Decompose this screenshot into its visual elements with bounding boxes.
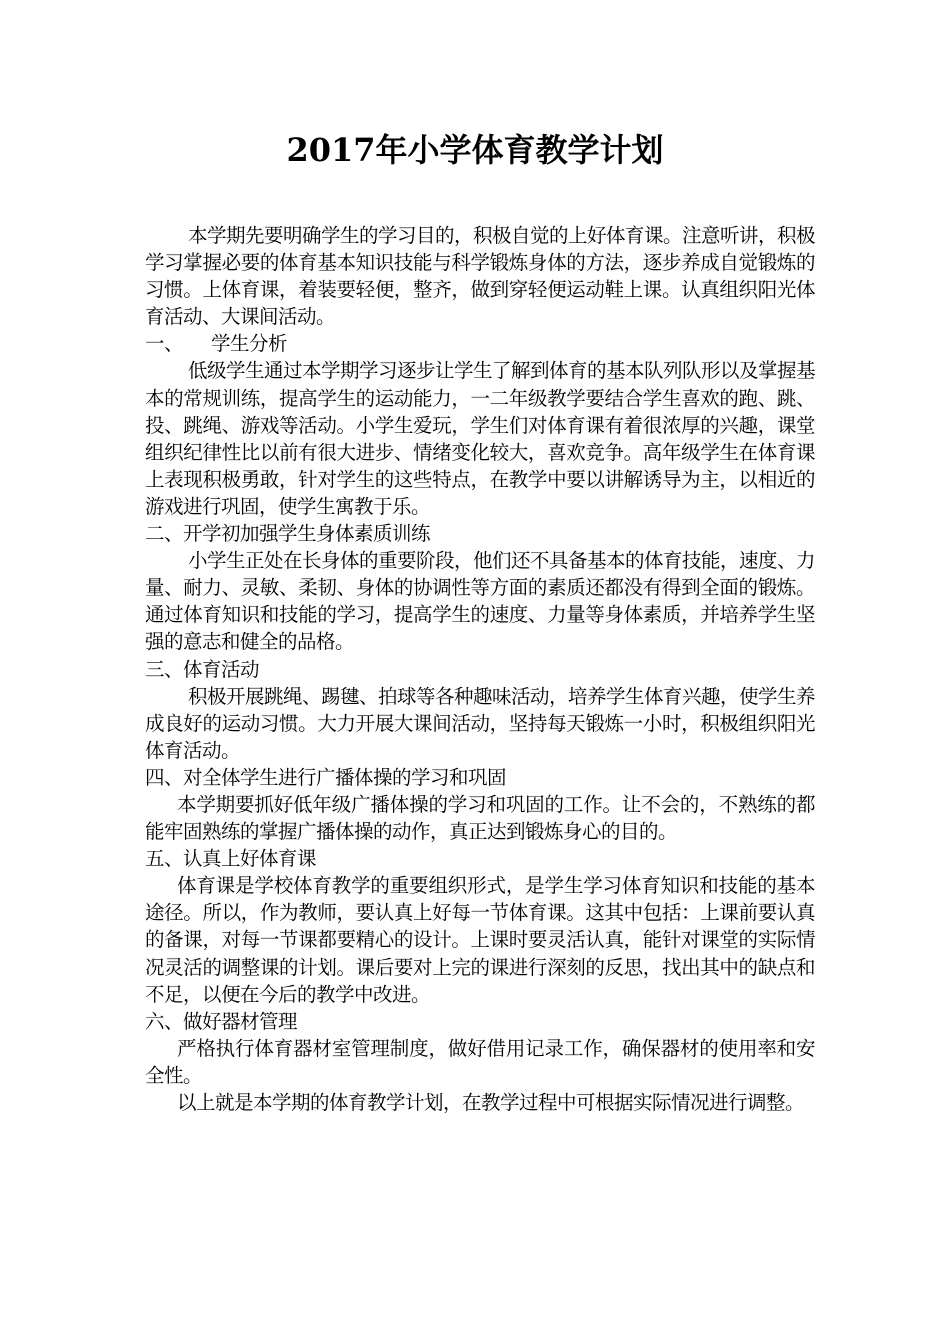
document-body [145, 222, 815, 1116]
section-title-5: 认真上好体育课 [183, 847, 317, 871]
section-title-2: 开学初加强学生身体素质训练 [183, 522, 431, 546]
section-number-4: 四、 [145, 765, 184, 789]
document-title: 2017年小学体育教学计划 [286, 131, 664, 169]
section-heading-2 [145, 520, 815, 547]
section-body-5: 体育课是学校体育教学的重要组织形式，是学生学习体育知识和技能的基本途径。所以，作为教师，要认真上好每一节体育课。这其中包括：上课前要认真的备课，对每一节课都要精心的设计。上课时要灵活认真，能针对课堂的实际情况灵活的调整课的计划。课后要对上完的课进行深刻的反思，找出其中的缺点和不足，以便在今后的教学中改进。 [145, 874, 815, 1006]
closing-paragraph: 以上就是本学期的体育教学计划，在教学过程中可根据实际情况进行调整。 [177, 1091, 805, 1114]
section-heading-6 [145, 1008, 815, 1035]
section-number-1: 一、 [145, 332, 184, 356]
section-body-3: 积极开展跳绳、踢毽、拍球等各种趣味活动，培养学生体育兴趣，使学生养成良好的运动习惯。大力开展大课间活动，坚持每天锻炼一小时，积极组织阳光体育活动。 [145, 684, 816, 762]
section-number-3: 三、 [145, 657, 184, 681]
section-number-5: 五、 [145, 847, 184, 871]
section-body-4: 本学期要抓好低年级广播体操的学习和巩固的工作。让不会的，不熟练的都能牢固熟练的掌握广播体操的动作，真正达到锻炼身心的目的。 [145, 792, 815, 844]
section-body-1: 低级学生通过本学期学习逐步让学生了解到体育的基本队列队形以及掌握基本的常规训练，提高学生的运动能力，一二年级教学要结合学生喜欢的跑、跳、投、跳绳、游戏等活动。小学生爱玩，学生们对体育课有着很浓厚的兴趣，课堂组织纪律性比以前有很大进步、情绪变化较大，喜欢竞争。高年级学生在体育课上表现积极勇敢，针对学生的这些特点，在教学中要以讲解诱导为主，以相近的游戏进行巩固，使学生寓教于乐。 [145, 359, 816, 518]
section-body-2: 小学生正处在长身体的重要阶段，他们还不具备基本的体育技能，速度、力量、耐力、灵敏、柔韧、身体的协调性等方面的素质还都没有得到全面的锻炼。通过体育知识和技能的学习，提高学生的速度、力量等身体素质，并培养学生坚强的意志和健全的品格。 [145, 549, 816, 654]
section-title-1: 学生分析 [211, 332, 288, 356]
section-heading-5 [145, 845, 815, 872]
section-heading-1 [145, 330, 815, 357]
intro-paragraph: 本学期先要明确学生的学习目的，积极自觉的上好体育课。注意听讲，积极学习掌握必要的体育基本知识技能与科学锻炼身体的方法，逐步养成自觉锻炼的习惯。上体育课，着装要轻便，整齐，做到穿轻便运动鞋上课。认真组织阳光体育活动、大课间活动。 [145, 224, 816, 329]
section-number-6: 六、 [145, 1009, 184, 1033]
section-heading-3 [145, 656, 815, 683]
section-number-2: 二、 [145, 522, 184, 546]
section-title-4: 对全体学生进行广播体操的学习和巩固 [183, 765, 507, 789]
section-title-3: 体育活动 [183, 657, 260, 681]
section-title-6: 做好器材管理 [183, 1009, 298, 1033]
section-heading-4 [145, 764, 815, 791]
section-body-6: 严格执行体育器材室管理制度，做好借用记录工作，确保器材的使用率和安全性。 [145, 1036, 815, 1087]
